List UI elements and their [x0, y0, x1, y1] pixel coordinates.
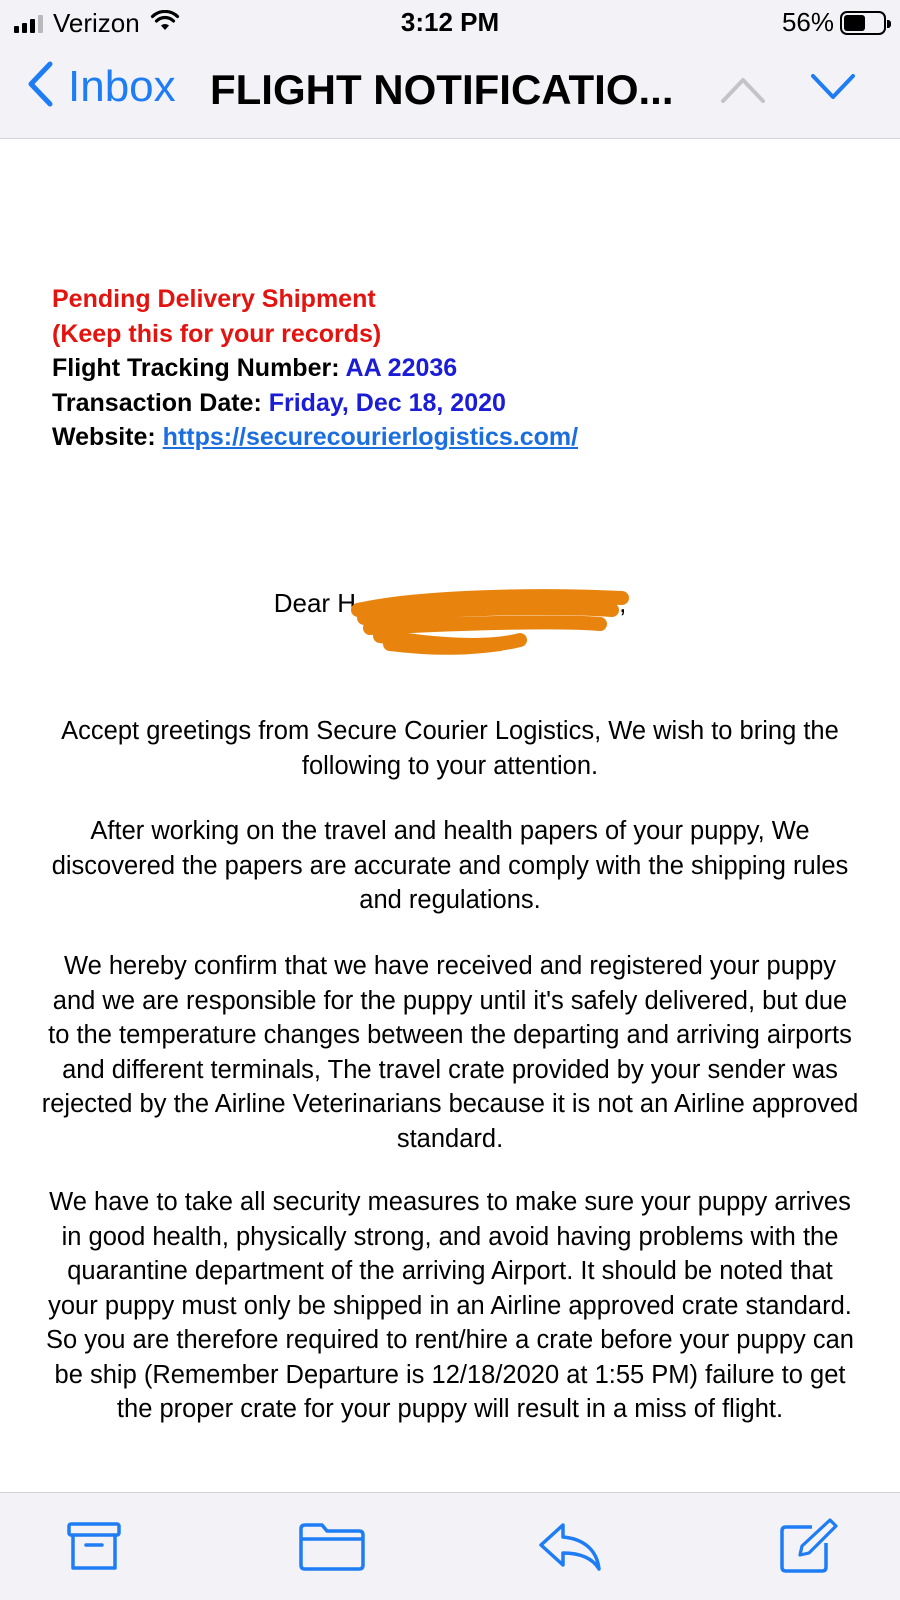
paragraph-crate-requirement: We have to take all security measures to make sure your puppy arrives in good health, physically strong, and avoid having problems with the quarantine department of the arriving Airport. It should be noted that your puppy must only be shipped in an Airline approved crate standard. So you are therefore required to rent/hire a crate before your puppy can be ship (Remember Departure is 12/18/2020 at 1:55 PM) failure to get the proper crate for your puppy will result in a miss of flight. [46, 1188, 854, 1423]
tracking-number-value: AA 22036 [345, 354, 458, 382]
battery-icon [840, 11, 886, 35]
pending-delivery-heading: Pending Delivery Shipment [52, 285, 376, 313]
website-label: Website: [52, 423, 163, 451]
chevron-down-icon [810, 89, 856, 106]
chevron-up-icon [720, 91, 766, 108]
next-message-button[interactable] [810, 72, 856, 107]
transaction-date-label: Transaction Date: [52, 388, 269, 417]
email-subject-title: FLIGHT NOTIFICATIO... [210, 66, 674, 113]
greeting-prefix: Dear H [273, 588, 357, 618]
archive-icon [66, 1560, 122, 1577]
email-body[interactable] [0, 140, 900, 1492]
reply-icon [537, 1560, 603, 1577]
tracking-number-row [52, 351, 578, 386]
carrier-name: Verizon [53, 8, 140, 38]
nav-bar [0, 46, 900, 139]
compose-icon [778, 1562, 840, 1579]
greeting-suffix: z, [606, 588, 627, 618]
folder-icon [298, 1560, 366, 1577]
previous-message-button[interactable] [720, 74, 766, 109]
paragraph-papers: After working on the travel and health papers of your puppy, We discovered the papers are accurate and comply with the shipping rules and regulations. [51, 817, 849, 914]
transaction-date-row [52, 386, 578, 421]
paragraph-greetings: Accept greetings from Secure Courier Logistics, We wish to bring the following to your attention. [61, 717, 839, 780]
move-to-folder-button[interactable] [298, 1521, 366, 1578]
archive-button[interactable] [66, 1521, 122, 1578]
status-right [782, 7, 886, 38]
back-button[interactable] [26, 60, 176, 113]
bottom-toolbar [0, 1492, 900, 1600]
chevron-left-icon [26, 60, 54, 113]
transaction-date-value: Friday, Dec 18, 2020 [268, 388, 506, 417]
back-label: Inbox [68, 61, 176, 111]
website-link[interactable]: https://securecourierlogistics.com/ [162, 423, 579, 451]
reply-button[interactable] [537, 1521, 603, 1578]
shipment-header [52, 282, 578, 455]
battery-percent: 56% [781, 7, 834, 37]
compose-button[interactable] [778, 1517, 840, 1580]
paragraph-confirmation: We hereby confirm that we have received and registered your puppy and we are responsible for the puppy until it's safely delivered, but due to the temperature changes between the departing and arriving airports and different terminals, The travel crate provided by your sender was rejected by the Airline Veterinarians because it is not an Airline approved standard. [41, 952, 859, 1153]
status-time: 3:12 PM [400, 7, 500, 37]
tracking-number-label: Flight Tracking Number: [52, 354, 346, 382]
battery-level-fill [844, 15, 865, 31]
status-bar [0, 0, 900, 46]
redaction-scribble [350, 588, 630, 663]
records-note: (Keep this for your records) [52, 319, 382, 348]
website-row [52, 420, 578, 455]
